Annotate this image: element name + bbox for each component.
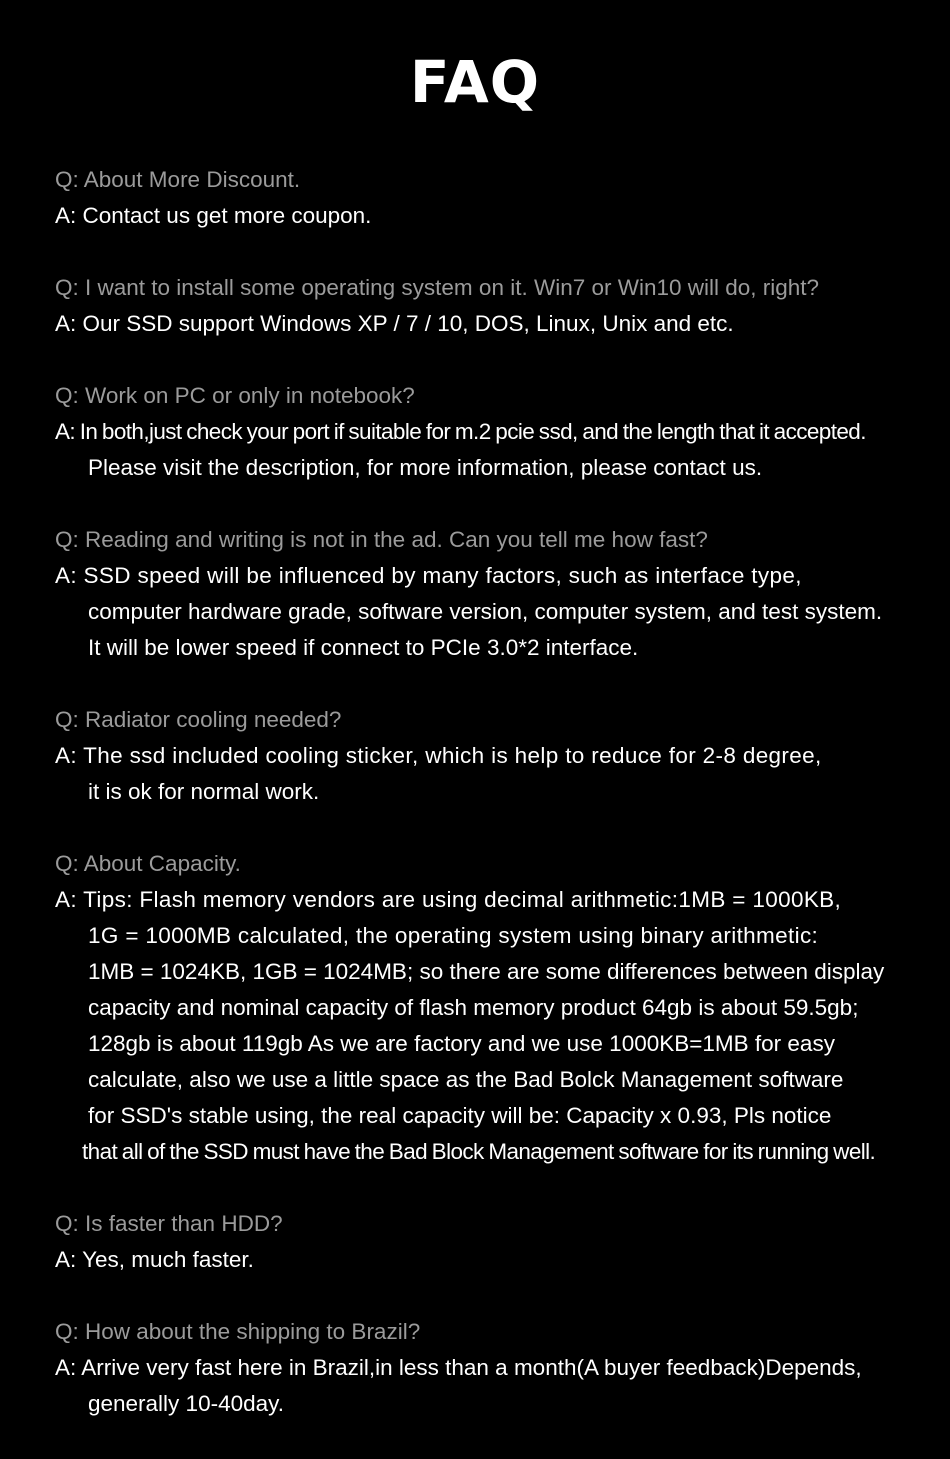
faq-answer-line: for SSD's stable using, the real capacity will be: Capacity x 0.93, Pls notice bbox=[88, 1103, 832, 1128]
faq-item bbox=[55, 1314, 903, 1422]
faq-answer-line: A: SSD speed will be influenced by many factors, such as interface type, bbox=[55, 563, 802, 588]
faq-answer-line: capacity and nominal capacity of flash memory product 64gb is about 59.5gb; bbox=[88, 995, 859, 1020]
faq-item bbox=[55, 270, 903, 342]
faq-list bbox=[55, 162, 903, 1422]
faq-answer-line: calculate, also we use a little space as the Bad Bolck Management software bbox=[88, 1067, 844, 1092]
faq-question: Q: About More Discount. bbox=[55, 167, 301, 192]
faq-question: Q: How about the shipping to Brazil? bbox=[55, 1319, 421, 1344]
faq-item bbox=[55, 378, 903, 486]
faq-answer-line: A: The ssd included cooling sticker, which is help to reduce for 2-8 degree, bbox=[55, 743, 822, 768]
faq-answer-line: computer hardware grade, software version, computer system, and test system. bbox=[88, 599, 883, 624]
faq-answer-line: A: Contact us get more coupon. bbox=[55, 203, 372, 228]
page-title: FAQ bbox=[409, 48, 541, 116]
faq-item bbox=[55, 1206, 903, 1278]
faq-answer-line: It will be lower speed if connect to PCIe 3.0*2 interface. bbox=[88, 635, 639, 660]
faq-question: Q: About Capacity. bbox=[55, 851, 241, 876]
faq-item bbox=[55, 846, 903, 1170]
faq-question: Q: I want to install some operating system on it. Win7 or Win10 will do, right? bbox=[55, 275, 820, 300]
faq-answer-line: it is ok for normal work. bbox=[88, 779, 320, 804]
faq-answer-line: 1G = 1000MB calculated, the operating system using binary arithmetic: bbox=[88, 923, 819, 948]
faq-question: Q: Is faster than HDD? bbox=[55, 1211, 283, 1236]
faq-answer-line: Please visit the description, for more information, please contact us. bbox=[88, 455, 763, 480]
faq-answer-line: A: Our SSD support Windows XP / 7 / 10, DOS, Linux, Unix and etc. bbox=[55, 311, 734, 336]
faq-item bbox=[55, 522, 903, 666]
faq-answer-line: A: Arrive very fast here in Brazil,in less than a month(A buyer feedback)Depends, bbox=[55, 1355, 862, 1380]
faq-answer-line: A: Yes, much faster. bbox=[55, 1247, 254, 1272]
faq-question: Q: Reading and writing is not in the ad. Can you tell me how fast? bbox=[55, 527, 708, 552]
faq-question: Q: Radiator cooling needed? bbox=[55, 707, 342, 732]
faq-question: Q: Work on PC or only in notebook? bbox=[55, 383, 415, 408]
faq-item bbox=[55, 702, 903, 810]
faq-answer-line: A: In both,just check your port if suitable for m.2 pcie ssd, and the length that it accepted. bbox=[55, 419, 866, 444]
faq-answer-line: generally 10-40day. bbox=[88, 1391, 284, 1416]
faq-answer-line: A: Tips: Flash memory vendors are using decimal arithmetic:1MB = 1000KB, bbox=[55, 887, 842, 912]
faq-answer-line: 128gb is about 119gb As we are factory and we use 1000KB=1MB for easy bbox=[88, 1031, 835, 1056]
faq-answer-line: that all of the SSD must have the Bad Block Management software for its running well. bbox=[82, 1139, 876, 1164]
faq-item bbox=[55, 162, 903, 234]
faq-answer-line: 1MB = 1024KB, 1GB = 1024MB; so there are some differences between display bbox=[88, 959, 885, 984]
